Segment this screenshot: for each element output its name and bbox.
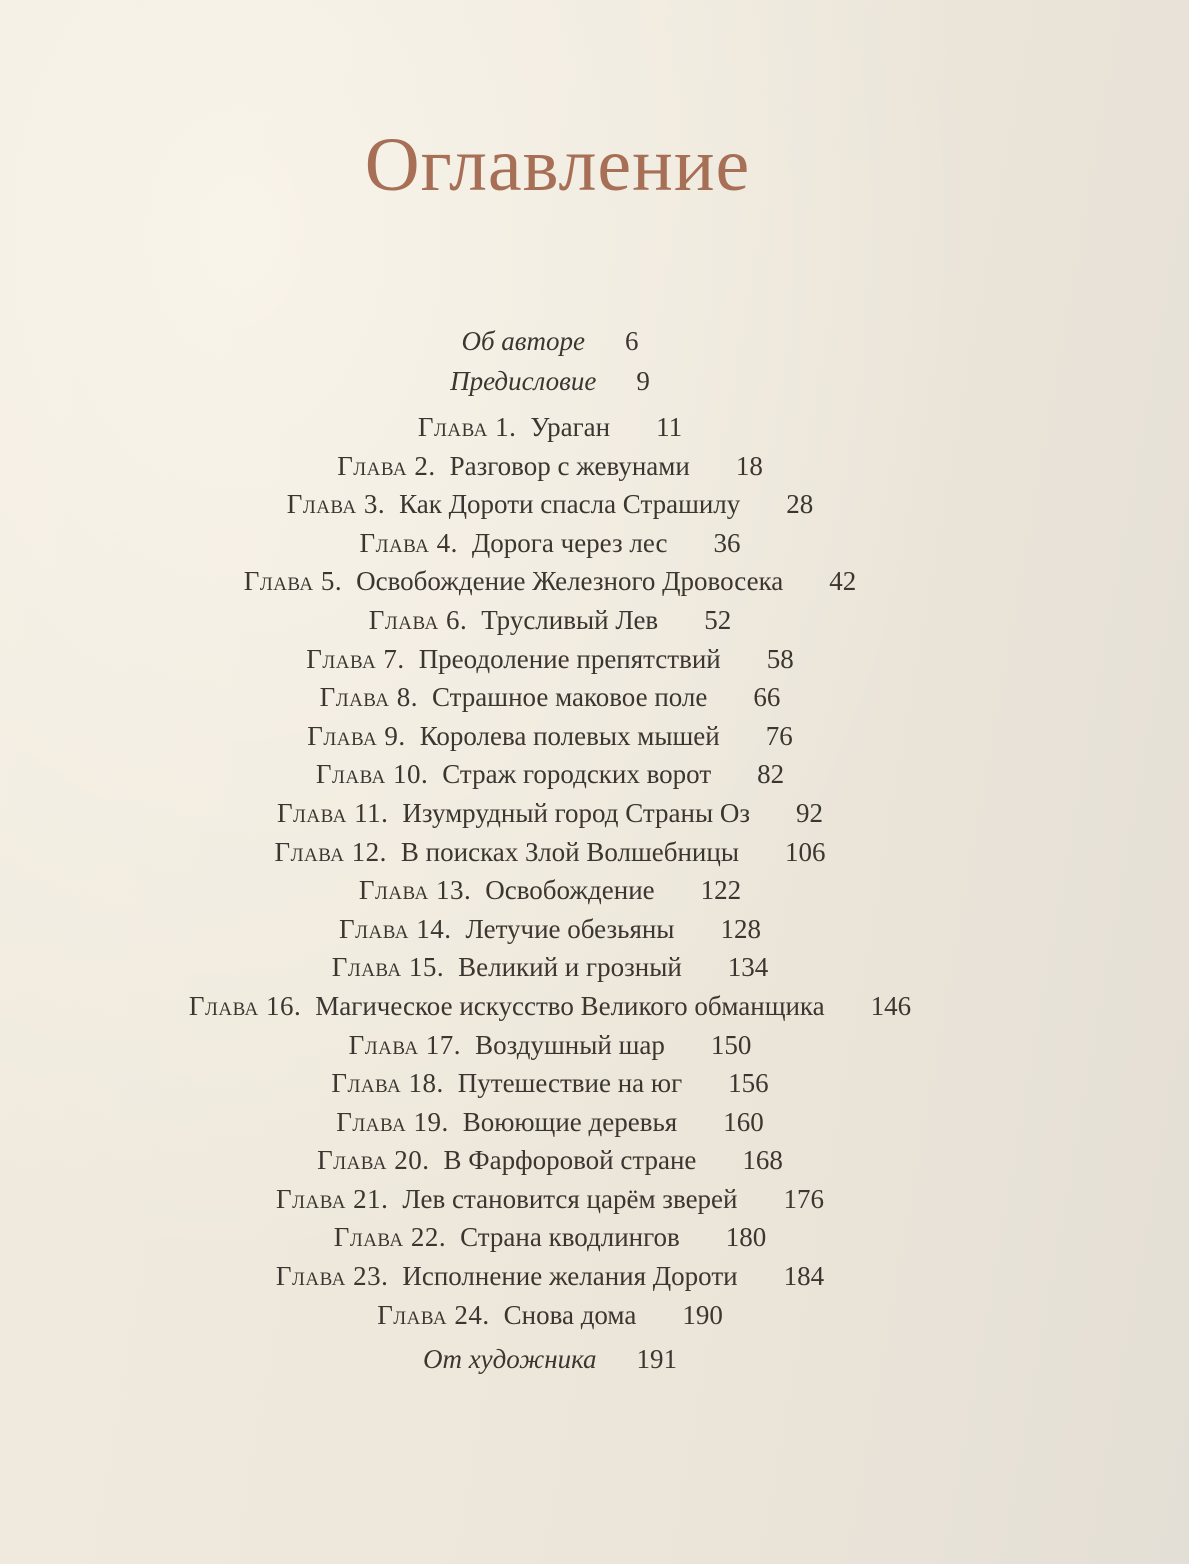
toc-entry-chapter-23	[0, 1261, 1100, 1300]
toc-entry-chapter-17	[0, 1030, 1100, 1069]
chapter-label: Глава 24.	[377, 1299, 490, 1330]
toc-entry-chapter-12	[0, 837, 1100, 876]
chapter-page: 106	[784, 836, 826, 867]
chapter-page: 11	[656, 412, 683, 442]
chapter-page: 28	[786, 489, 814, 520]
chapter-page: 122	[700, 875, 742, 906]
chapter-label: Глава 17.	[348, 1029, 462, 1060]
chapter-page: 156	[728, 1068, 769, 1099]
chapter-title: Воюющие деревья	[462, 1106, 678, 1137]
chapter-page: 134	[727, 952, 769, 983]
chapter-page: 150	[710, 1029, 752, 1060]
toc-entry-page: 6	[625, 326, 639, 356]
toc-entry-title: От художника	[422, 1344, 597, 1375]
toc-entry-title: Предисловие	[450, 366, 597, 396]
chapter-title: Трусливый Лев	[481, 604, 659, 635]
chapter-label: Глава 7.	[306, 643, 405, 674]
chapter-label: Глава 11.	[276, 797, 389, 828]
chapter-title: Страна кводлингов	[460, 1222, 680, 1253]
chapter-title: Лев становится царём зверей	[402, 1183, 738, 1214]
chapter-label: Глава 3.	[286, 489, 386, 520]
toc-entry-chapter-8	[0, 682, 1100, 721]
chapter-label: Глава 4.	[359, 527, 458, 558]
toc-entry-about-author	[0, 326, 1100, 366]
chapter-label: Глава 15.	[331, 952, 445, 983]
chapter-label: Глава 14.	[339, 913, 452, 944]
chapter-title: Королева полевых мышей	[419, 720, 720, 751]
chapter-page: 180	[725, 1222, 767, 1253]
chapter-page: 92	[796, 797, 824, 828]
chapter-page: 82	[757, 759, 785, 790]
chapter-label: Глава 5.	[243, 566, 343, 597]
toc-entry-chapter-5	[0, 566, 1100, 605]
table-of-contents	[0, 326, 1100, 1384]
chapter-label: Глава 10.	[315, 759, 429, 790]
chapter-label: Глава 19.	[336, 1106, 449, 1137]
chapter-title: Ураган	[530, 412, 611, 442]
chapter-label: Глава 6.	[368, 604, 468, 635]
toc-entry-page: 191	[636, 1344, 678, 1375]
chapter-page: 52	[704, 604, 732, 635]
toc-entry-page: 9	[636, 366, 650, 396]
toc-entry-chapter-15	[0, 952, 1100, 991]
toc-entry-chapter-18	[0, 1068, 1100, 1107]
chapter-title: Снова дома	[503, 1299, 637, 1330]
chapter-label: Глава 1.	[417, 412, 517, 442]
chapter-title: В Фарфоровой стране	[443, 1145, 697, 1176]
chapter-title: Путешествие на юг	[457, 1068, 683, 1099]
toc-entry-chapter-9	[0, 721, 1100, 760]
chapter-page: 146	[870, 990, 912, 1021]
toc-entry-preface	[0, 366, 1100, 406]
chapter-page: 168	[742, 1145, 783, 1176]
toc-entry-chapter-1	[0, 412, 1100, 451]
chapter-title: Дорога через лес	[471, 527, 668, 558]
chapter-label: Глава 22.	[333, 1222, 447, 1253]
toc-entry-chapter-6	[0, 605, 1100, 644]
toc-entry-title: Об авторе	[461, 326, 586, 356]
chapter-title: Изумрудный город Страны Оз	[402, 797, 751, 828]
chapter-title: Освобождение Железного Дровосека	[356, 566, 784, 597]
chapter-title: В поисках Злой Волшебницы	[400, 836, 739, 867]
chapter-label: Глава 16.	[188, 990, 302, 1021]
chapter-label: Глава 20.	[317, 1145, 430, 1176]
toc-entry-chapter-24	[0, 1300, 1100, 1339]
chapter-title: Великий и грозный	[458, 952, 682, 983]
toc-entry-from-artist	[0, 1344, 1100, 1384]
chapter-page: 184	[783, 1261, 825, 1292]
chapter-page: 42	[829, 566, 857, 597]
toc-entry-chapter-22	[0, 1222, 1100, 1261]
chapter-label: Глава 23.	[275, 1261, 389, 1292]
chapter-label: Глава 2.	[337, 450, 436, 481]
chapter-label: Глава 12.	[274, 836, 387, 867]
toc-entry-chapter-4	[0, 528, 1100, 567]
chapter-page: 128	[720, 913, 761, 944]
chapter-title: Воздушный шар	[475, 1029, 665, 1060]
toc-entry-chapter-13	[0, 875, 1100, 914]
chapter-label: Глава 13.	[358, 875, 472, 906]
toc-entry-chapter-14	[0, 914, 1100, 953]
chapter-title: Освобождение	[485, 875, 655, 906]
chapter-label: Глава 8.	[319, 682, 419, 713]
chapter-page: 176	[783, 1183, 824, 1214]
toc-entry-chapter-21	[0, 1184, 1100, 1223]
chapter-page: 160	[723, 1106, 764, 1137]
chapter-title: Страж городских ворот	[442, 759, 712, 790]
chapter-title: Летучие обезьяны	[465, 913, 675, 944]
chapter-label: Глава 21.	[276, 1183, 389, 1214]
toc-entry-chapter-19	[0, 1107, 1100, 1146]
toc-entry-chapter-3	[0, 489, 1100, 528]
toc-entry-chapter-10	[0, 759, 1100, 798]
chapter-title: Как Дороти спасла Страшилу	[399, 489, 741, 520]
page-title: Оглавление	[364, 123, 751, 207]
chapter-page: 76	[765, 720, 793, 751]
chapter-title: Страшное маковое поле	[432, 682, 708, 713]
toc-entry-chapter-16	[0, 991, 1100, 1030]
chapter-title: Преодоление препятствий	[418, 643, 721, 674]
toc-entry-chapter-2	[0, 451, 1100, 490]
chapter-label: Глава 9.	[307, 720, 406, 751]
chapter-page: 66	[753, 682, 781, 713]
chapter-page: 190	[682, 1299, 723, 1330]
toc-entry-chapter-20	[0, 1145, 1100, 1184]
chapter-page: 58	[766, 643, 794, 674]
chapter-title: Исполнение желания Дороти	[402, 1261, 738, 1292]
chapter-page: 18	[735, 450, 763, 481]
chapter-title: Разговор с жевунами	[449, 450, 690, 481]
chapter-page: 36	[713, 527, 741, 558]
chapter-title: Магическое искусство Великого обманщика	[315, 990, 825, 1021]
toc-entry-chapter-11	[0, 798, 1100, 837]
toc-entry-chapter-7	[0, 644, 1100, 683]
chapter-label: Глава 18.	[331, 1068, 444, 1099]
